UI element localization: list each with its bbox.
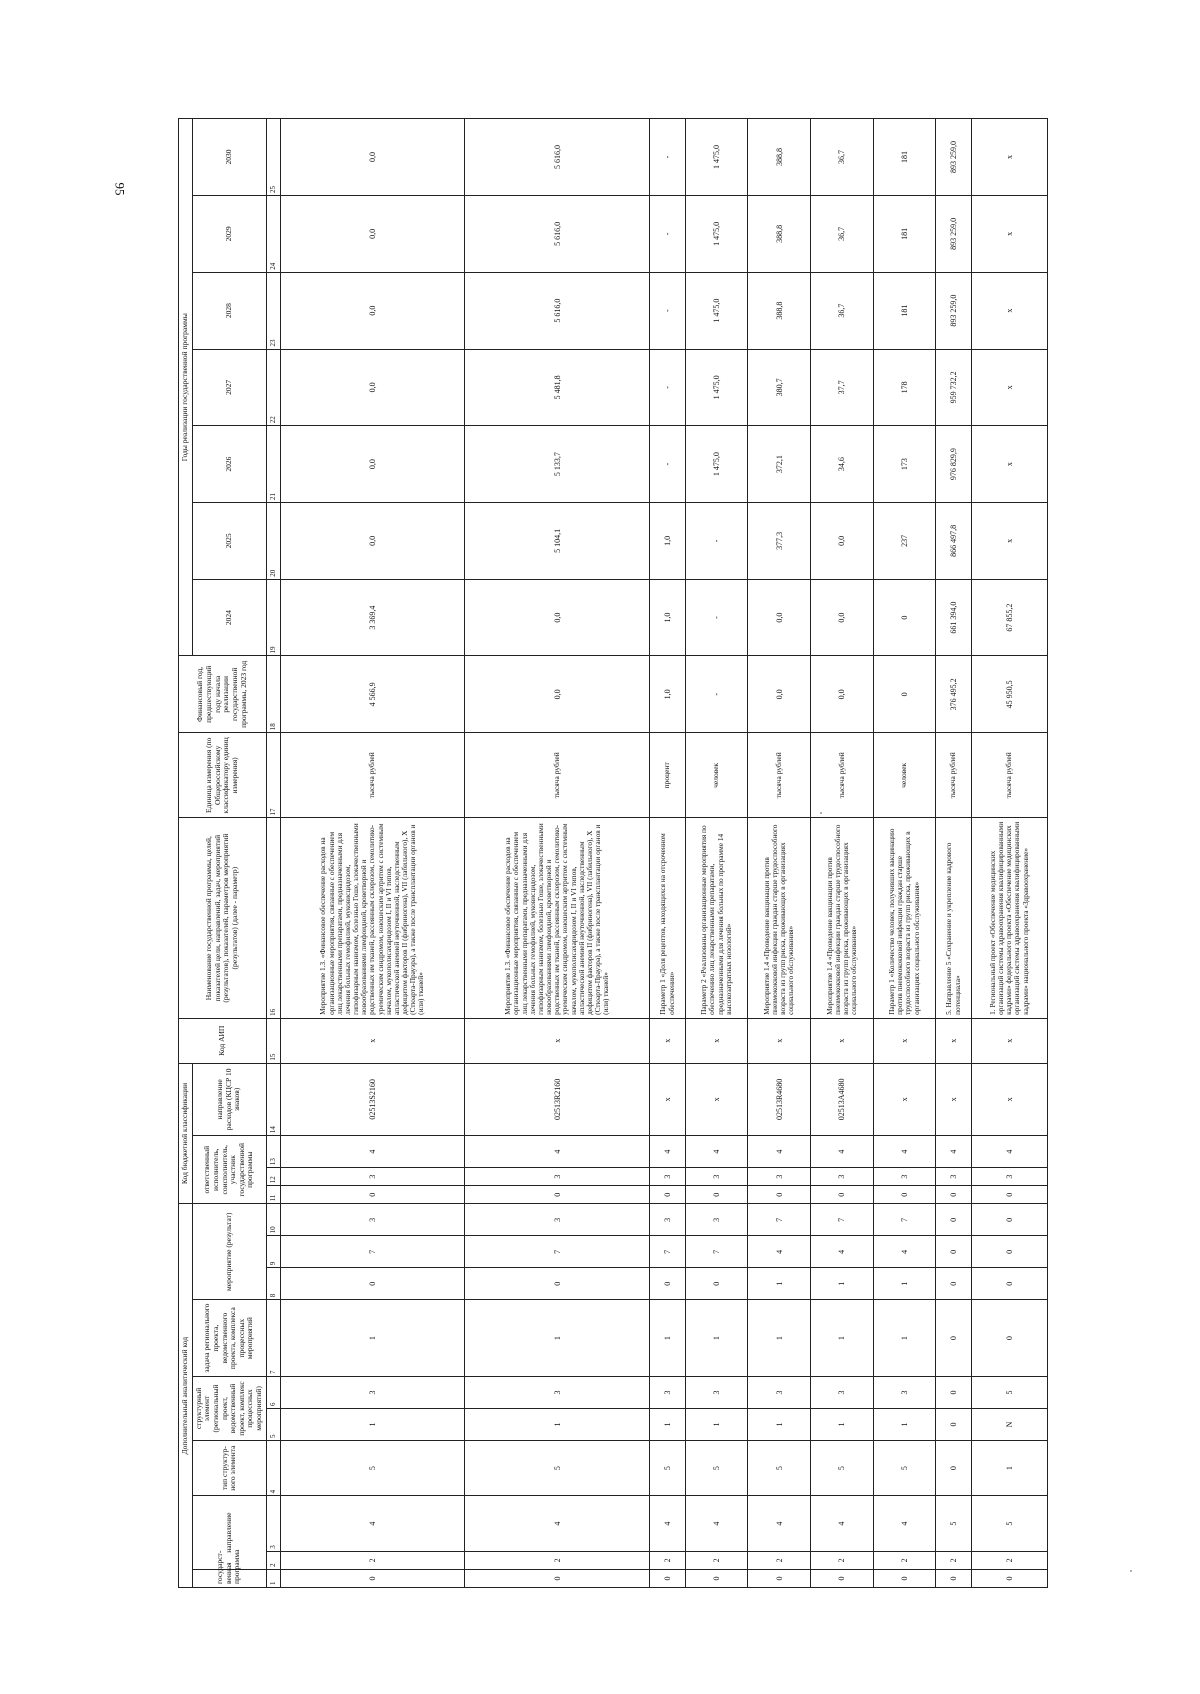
header-type: тип структур-ного элемента bbox=[192, 1440, 266, 1495]
column-number: 23 bbox=[266, 272, 280, 349]
code-cell: 0 bbox=[811, 1186, 874, 1204]
aip-cell: х bbox=[465, 1018, 650, 1063]
unit-cell: тысяча рублей bbox=[971, 733, 1047, 818]
year-value-cell: 0,0 bbox=[280, 349, 465, 426]
code-cell: 3 bbox=[971, 1168, 1047, 1186]
year-value-cell: - bbox=[685, 502, 748, 579]
column-number: 13 bbox=[266, 1136, 280, 1168]
table-row bbox=[685, 119, 748, 1588]
year-value-cell: 0,0 bbox=[811, 502, 874, 579]
year-value-cell: х bbox=[971, 426, 1047, 503]
name-cell: 1. Региональный проект «Обеспечение медицинских организаций системы здравоохранения квалифицированными кадрами» федерального проекта «Обеспечение медицинских организаций системы здравоохранения квалифицированными кадрами» национального проекта «Здравоохранение» bbox=[971, 818, 1047, 1018]
code-cell: 5 bbox=[465, 1440, 650, 1495]
code-cell: 4 bbox=[748, 1136, 811, 1168]
code-cell: 3 bbox=[811, 1168, 874, 1186]
base-year-cell: 45 950,5 bbox=[971, 656, 1047, 733]
name-cell: Параметр 1 «Доля рецептов, находящихся на отсроченном обеспечении» bbox=[650, 818, 685, 1018]
code-cell: 0 bbox=[685, 1268, 748, 1300]
year-value-cell: 5 481,8 bbox=[465, 349, 650, 426]
year-value-cell: 5 616,0 bbox=[465, 272, 650, 349]
code-cell: 0 bbox=[971, 1236, 1047, 1268]
code-cell: 1 bbox=[280, 1408, 465, 1440]
column-number: 9 bbox=[266, 1236, 280, 1268]
year-value-cell: - bbox=[685, 579, 748, 656]
year-value-cell: 237 bbox=[873, 502, 936, 579]
column-number: 25 bbox=[266, 119, 280, 196]
year-value-cell: 181 bbox=[873, 272, 936, 349]
name-cell: Параметр 1 «Количество человек, получивших вакцинацию против пневмококковой инфекции граждан старше трудоспособного возраста из групп риска, проживающих в организациях социального обслуживания» bbox=[873, 818, 936, 1018]
code-cell: 0 bbox=[650, 1569, 685, 1587]
header-year-2026: 2026 bbox=[192, 426, 266, 503]
column-number: 16 bbox=[266, 818, 280, 1018]
header-years-group: Годы реализации государственной программы bbox=[179, 119, 193, 656]
year-value-cell: - bbox=[650, 196, 685, 273]
table-row bbox=[465, 119, 650, 1588]
header-year-2028: 2028 bbox=[192, 272, 266, 349]
column-number: 2 bbox=[266, 1551, 280, 1569]
code-cell: 0 bbox=[873, 1569, 936, 1587]
program-table bbox=[178, 118, 1048, 1588]
unit-cell: человек bbox=[685, 733, 748, 818]
column-number: 7 bbox=[266, 1300, 280, 1377]
year-value-cell: 976 829,9 bbox=[936, 426, 971, 503]
base-year-cell: 0,0 bbox=[811, 656, 874, 733]
year-value-cell: 1 475,0 bbox=[685, 426, 748, 503]
code-cell: 2 bbox=[748, 1551, 811, 1569]
code-cell: 3 bbox=[873, 1377, 936, 1409]
year-value-cell: 0,0 bbox=[811, 579, 874, 656]
code-cell: 2 bbox=[280, 1551, 465, 1569]
code-cell: 4 bbox=[971, 1136, 1047, 1168]
code-cell: 1 bbox=[873, 1268, 936, 1300]
code-cell: 2 bbox=[936, 1551, 971, 1569]
column-number: 24 bbox=[266, 196, 280, 273]
year-value-cell: 36,7 bbox=[811, 119, 874, 196]
code-cell: 2 bbox=[873, 1551, 936, 1569]
column-number: 10 bbox=[266, 1204, 280, 1236]
code-cell: 0 bbox=[936, 1300, 971, 1377]
code-cell: 3 bbox=[650, 1204, 685, 1236]
column-number: 15 bbox=[266, 1018, 280, 1063]
code-cell: 0 bbox=[280, 1569, 465, 1587]
table-row bbox=[811, 119, 874, 1588]
header-event: мероприятие (результат) bbox=[192, 1204, 266, 1300]
code-cell: 4 bbox=[280, 1136, 465, 1168]
code-cell: 7 bbox=[873, 1204, 936, 1236]
code-cell: 1 bbox=[748, 1408, 811, 1440]
code-cell: 4 bbox=[685, 1136, 748, 1168]
code-cell: 0 bbox=[971, 1204, 1047, 1236]
year-value-cell: 67 855,2 bbox=[971, 579, 1047, 656]
header-task: задача регионального проекта, ведомственного проекта, комплекса процессных мероприятий bbox=[192, 1300, 266, 1377]
year-value-cell: 893 259,0 bbox=[936, 196, 971, 273]
header-year-2030: 2030 bbox=[192, 119, 266, 196]
column-number: 22 bbox=[266, 349, 280, 426]
table-header bbox=[179, 119, 281, 1588]
code-cell: 4 bbox=[811, 1236, 874, 1268]
year-value-cell: 1,0 bbox=[650, 579, 685, 656]
year-value-cell: 0,0 bbox=[280, 272, 465, 349]
header-year-2025: 2025 bbox=[192, 502, 266, 579]
code-cell: 4 bbox=[936, 1136, 971, 1168]
base-year-cell: 0,0 bbox=[748, 656, 811, 733]
name-cell: Мероприятие 1.4 «Проведение вакцинации против пневмококковой инфекции граждан старше трудоспособного возраста из групп риска, проживающих в организациях социального обслуживания» bbox=[748, 818, 811, 1018]
code-cell: 3 bbox=[280, 1168, 465, 1186]
header-year-2029: 2029 bbox=[192, 196, 266, 273]
code-cell: 7 bbox=[465, 1236, 650, 1268]
code-cell: 3 bbox=[465, 1204, 650, 1236]
column-number: 6 bbox=[266, 1377, 280, 1409]
code-cell: 1 bbox=[650, 1300, 685, 1377]
rotated-table-container bbox=[178, 141, 1048, 1588]
year-value-cell: 0,0 bbox=[280, 119, 465, 196]
header-program: государст-венная программа bbox=[192, 1569, 266, 1587]
code-cell: 4 bbox=[748, 1496, 811, 1551]
year-value-cell: 5 133,7 bbox=[465, 426, 650, 503]
base-year-cell: 0,0 bbox=[465, 656, 650, 733]
year-value-cell: 661 394,0 bbox=[936, 579, 971, 656]
code-cell: 0 bbox=[936, 1569, 971, 1587]
code-cell: 1 bbox=[685, 1408, 748, 1440]
column-number: 1 bbox=[266, 1569, 280, 1587]
aip-cell: х bbox=[748, 1018, 811, 1063]
unit-cell: тысяча рублей bbox=[280, 733, 465, 818]
unit-cell: тысяча рублей bbox=[748, 733, 811, 818]
year-value-cell: 0,0 bbox=[280, 426, 465, 503]
scan-speck bbox=[820, 812, 822, 814]
year-value-cell: - bbox=[650, 426, 685, 503]
code-cell: 4 bbox=[811, 1496, 874, 1551]
year-value-cell: 37,7 bbox=[811, 349, 874, 426]
code-cell: 0 bbox=[936, 1186, 971, 1204]
code-cell: 3 bbox=[685, 1168, 748, 1186]
code-cell: 5 bbox=[280, 1440, 465, 1495]
code-cell: 5 bbox=[811, 1440, 874, 1495]
code-cell: 2 bbox=[811, 1551, 874, 1569]
name-cell: Параметр 2 «Реализованы организационные мероприятия по обеспечению лиц лекарственными препаратами, предназначенными для лечения больных по программе 14 высокозатратных нозологий» bbox=[685, 818, 748, 1018]
code-cell: 3 bbox=[280, 1204, 465, 1236]
code-cell: 3 bbox=[685, 1377, 748, 1409]
header-budget-code: Код бюджетной классификации bbox=[179, 1063, 193, 1204]
code-cell: 0 bbox=[685, 1186, 748, 1204]
code-cell: 1 bbox=[465, 1300, 650, 1377]
code-cell: 3 bbox=[685, 1204, 748, 1236]
code-cell: 2 bbox=[685, 1551, 748, 1569]
code-cell: 0 bbox=[936, 1440, 971, 1495]
table-row bbox=[748, 119, 811, 1588]
year-value-cell: х bbox=[971, 119, 1047, 196]
year-value-cell: 388,8 bbox=[748, 272, 811, 349]
code-cell: 1 bbox=[748, 1268, 811, 1300]
year-value-cell: 5 616,0 bbox=[465, 196, 650, 273]
year-value-cell: 5 616,0 bbox=[465, 119, 650, 196]
code-cell: 3 bbox=[650, 1168, 685, 1186]
header-year-2024: 2024 bbox=[192, 579, 266, 656]
year-value-cell: 181 bbox=[873, 119, 936, 196]
code-cell: 0 bbox=[936, 1377, 971, 1409]
year-value-cell: - bbox=[650, 119, 685, 196]
code-cell: 5 bbox=[685, 1440, 748, 1495]
header-executor: ответственный исполнитель, соисполнитель, участник государственной программы bbox=[192, 1136, 266, 1204]
kcsr-cell: х bbox=[936, 1063, 971, 1136]
unit-cell: человек bbox=[873, 733, 936, 818]
aip-cell: х bbox=[936, 1018, 971, 1063]
code-cell: 3 bbox=[748, 1168, 811, 1186]
table-row bbox=[936, 119, 971, 1588]
kcsr-cell: х bbox=[685, 1063, 748, 1136]
year-value-cell: 388,8 bbox=[748, 119, 811, 196]
year-value-cell: 3 369,4 bbox=[280, 579, 465, 656]
year-value-cell: 1 475,0 bbox=[685, 196, 748, 273]
code-cell: 0 bbox=[873, 1186, 936, 1204]
code-cell: 1 bbox=[650, 1408, 685, 1440]
code-cell: 0 bbox=[936, 1236, 971, 1268]
year-value-cell: 178 bbox=[873, 349, 936, 426]
aip-cell: х bbox=[685, 1018, 748, 1063]
year-value-cell: 959 732,2 bbox=[936, 349, 971, 426]
year-value-cell: х bbox=[971, 502, 1047, 579]
header-base-year: Финансовый год, предшествующий году начала реализации государственной программы, 2023 год bbox=[179, 656, 267, 733]
year-value-cell: 173 bbox=[873, 426, 936, 503]
kcsr-cell: 02513А4680 bbox=[811, 1063, 874, 1136]
year-value-cell: 893 259,0 bbox=[936, 119, 971, 196]
column-numbers-row bbox=[266, 119, 280, 1588]
column-number: 14 bbox=[266, 1063, 280, 1136]
column-number: 3 bbox=[266, 1496, 280, 1551]
year-value-cell: 893 259,0 bbox=[936, 272, 971, 349]
base-year-cell: 0 bbox=[873, 656, 936, 733]
code-cell: 0 bbox=[971, 1300, 1047, 1377]
name-cell: Мероприятие 1.3. «Финансовое обеспечение расходов на организационные мероприятия, связанные с обеспечением лиц лекарственными препаратами, предназначенными для лечения больных гемофилией, муковисцидозом, гипофизарным нанизмом, болезнью Гоше, злокачественными новообразованиями лимфоидной, кроветворной и родственных им тканей, рассеянным склерозом, гемолитико-уремическим синдромом, юношеским артритом с системным началом, мукополисахаридозом I, II и VI типов, апластической анемией неуточненной, наследственным дефицитом факторов II (фибриногена), VII (лабильного), X (Стюарта-Прауэра), а также после трансплантации органов и (или) тканей» bbox=[465, 818, 650, 1018]
code-cell: 2 bbox=[465, 1551, 650, 1569]
code-cell: 4 bbox=[873, 1496, 936, 1551]
column-number: 20 bbox=[266, 502, 280, 579]
code-cell: 5 bbox=[650, 1440, 685, 1495]
aip-cell: х bbox=[280, 1018, 465, 1063]
column-number: 21 bbox=[266, 426, 280, 503]
unit-cell: процент bbox=[650, 733, 685, 818]
code-cell: 4 bbox=[685, 1496, 748, 1551]
column-number: 18 bbox=[266, 656, 280, 733]
column-number: 5 bbox=[266, 1408, 280, 1440]
kcsr-cell: 02513S2160 bbox=[280, 1063, 465, 1136]
year-value-cell: 380,7 bbox=[748, 349, 811, 426]
code-cell: 4 bbox=[465, 1136, 650, 1168]
year-value-cell: 181 bbox=[873, 196, 936, 273]
aip-cell: х bbox=[971, 1018, 1047, 1063]
year-value-cell: 1 475,0 bbox=[685, 272, 748, 349]
code-cell: 5 bbox=[971, 1377, 1047, 1409]
code-cell: 1 bbox=[748, 1300, 811, 1377]
code-cell: 4 bbox=[873, 1136, 936, 1168]
code-cell: 0 bbox=[748, 1569, 811, 1587]
code-cell: 1 bbox=[685, 1300, 748, 1377]
table-row bbox=[280, 119, 465, 1588]
base-year-cell: 376 495,2 bbox=[936, 656, 971, 733]
code-cell: 4 bbox=[280, 1496, 465, 1551]
code-cell: 5 bbox=[971, 1496, 1047, 1551]
code-cell: 1 bbox=[811, 1408, 874, 1440]
code-cell: 2 bbox=[650, 1551, 685, 1569]
year-value-cell: 36,7 bbox=[811, 272, 874, 349]
code-cell: 3 bbox=[465, 1168, 650, 1186]
year-value-cell: 36,7 bbox=[811, 196, 874, 273]
name-cell: Мероприятие 1.3. «Финансовое обеспечение расходов на организационные мероприятия, связанные с обеспечением лиц лекарственными препаратами, предназначенными для лечения больных гемофилией, муковисцидозом, гипофизарным нанизмом, болезнью Гоше, злокачественными новообразованиями лимфоидной, кроветворной и родственных им тканей, рассеянным склерозом, гемолитико-уремическим синдромом, юношеским артритом с системным началом, мукополисахаридозом I, II и VI типов, апластической анемией неуточненной, наследственным дефицитом факторов II (фибриногена), VII (лабильного), X (Стюарта-Прауэра), а также после трансплантации органов и (или) тканей» bbox=[280, 818, 465, 1018]
code-cell: 3 bbox=[650, 1377, 685, 1409]
aip-cell: х bbox=[650, 1018, 685, 1063]
code-cell: 3 bbox=[811, 1377, 874, 1409]
code-cell: 0 bbox=[748, 1186, 811, 1204]
kcsr-cell: х bbox=[873, 1063, 936, 1136]
column-number: 17 bbox=[266, 733, 280, 818]
header-element: структурный элемент (региональный проект, ведомственный проект, комплекс процессных мероприятий) bbox=[192, 1377, 266, 1441]
base-year-cell: - bbox=[685, 656, 748, 733]
code-cell: N bbox=[971, 1408, 1047, 1440]
code-cell: 3 bbox=[748, 1377, 811, 1409]
kcsr-cell: 02513R4680 bbox=[748, 1063, 811, 1136]
year-value-cell: 1,0 bbox=[650, 502, 685, 579]
unit-cell: тысяча рублей bbox=[465, 733, 650, 818]
table-row bbox=[971, 119, 1047, 1588]
year-value-cell: 0,0 bbox=[280, 502, 465, 579]
header-direction: направление bbox=[192, 1496, 266, 1570]
code-cell: 4 bbox=[650, 1496, 685, 1551]
code-cell: 1 bbox=[280, 1300, 465, 1377]
code-cell: 0 bbox=[650, 1268, 685, 1300]
code-cell: 0 bbox=[971, 1268, 1047, 1300]
code-cell: 7 bbox=[685, 1236, 748, 1268]
code-cell: 0 bbox=[936, 1268, 971, 1300]
year-value-cell: - bbox=[650, 272, 685, 349]
year-value-cell: 388,8 bbox=[748, 196, 811, 273]
column-number: 12 bbox=[266, 1168, 280, 1186]
code-cell: 5 bbox=[748, 1440, 811, 1495]
year-value-cell: 0,0 bbox=[748, 579, 811, 656]
code-cell: 7 bbox=[280, 1236, 465, 1268]
column-number: 8 bbox=[266, 1268, 280, 1300]
year-value-cell: 372,1 bbox=[748, 426, 811, 503]
code-cell: 0 bbox=[971, 1186, 1047, 1204]
code-cell: 3 bbox=[465, 1377, 650, 1409]
code-cell: 1 bbox=[811, 1268, 874, 1300]
year-value-cell: х bbox=[971, 349, 1047, 426]
code-cell: 4 bbox=[650, 1136, 685, 1168]
code-cell: 0 bbox=[650, 1186, 685, 1204]
kcsr-cell: х bbox=[971, 1063, 1047, 1136]
code-cell: 0 bbox=[685, 1569, 748, 1587]
table-body bbox=[280, 119, 1047, 1588]
code-cell: 1 bbox=[971, 1440, 1047, 1495]
year-value-cell: 1 475,0 bbox=[685, 119, 748, 196]
unit-cell: тысяча рублей bbox=[811, 733, 874, 818]
code-cell: 0 bbox=[280, 1186, 465, 1204]
code-cell: 7 bbox=[748, 1204, 811, 1236]
code-cell: 0 bbox=[811, 1569, 874, 1587]
base-year-cell: 4 566,9 bbox=[280, 656, 465, 733]
column-number: 11 bbox=[266, 1186, 280, 1204]
code-cell: 3 bbox=[280, 1377, 465, 1409]
year-value-cell: 0,0 bbox=[280, 196, 465, 273]
aip-cell: х bbox=[873, 1018, 936, 1063]
code-cell: 0 bbox=[465, 1569, 650, 1587]
code-cell: 3 bbox=[936, 1168, 971, 1186]
code-cell: 4 bbox=[465, 1496, 650, 1551]
year-value-cell: х bbox=[971, 272, 1047, 349]
scan-speck bbox=[1130, 1570, 1132, 1572]
kcsr-cell: 02513R2160 bbox=[465, 1063, 650, 1136]
aip-cell: х bbox=[811, 1018, 874, 1063]
code-cell: 4 bbox=[873, 1236, 936, 1268]
header-additional-code: Дополнительный аналитический код bbox=[179, 1204, 193, 1588]
code-cell: 0 bbox=[936, 1204, 971, 1236]
code-cell: 4 bbox=[748, 1236, 811, 1268]
header-year-2027: 2027 bbox=[192, 349, 266, 426]
code-cell: 0 bbox=[465, 1186, 650, 1204]
code-cell: 0 bbox=[971, 1569, 1047, 1587]
code-cell: 7 bbox=[650, 1236, 685, 1268]
kcsr-cell: х bbox=[650, 1063, 685, 1136]
column-number: 4 bbox=[266, 1440, 280, 1495]
code-cell: 0 bbox=[280, 1268, 465, 1300]
year-value-cell: 377,3 bbox=[748, 502, 811, 579]
year-value-cell: 0 bbox=[873, 579, 936, 656]
unit-cell: тысяча рублей bbox=[936, 733, 971, 818]
header-aip: Код АИП bbox=[179, 1018, 267, 1063]
table-row bbox=[873, 119, 936, 1588]
name-cell: Мероприятие 1.4 «Проведение вакцинации против пневмококковой инфекции граждан старше трудоспособного возраста из групп риска, проживающих в организациях социального обслуживания» bbox=[811, 818, 874, 1018]
year-value-cell: х bbox=[971, 196, 1047, 273]
code-cell: 1 bbox=[873, 1408, 936, 1440]
code-cell: 1 bbox=[873, 1300, 936, 1377]
code-cell: 3 bbox=[873, 1168, 936, 1186]
year-value-cell: 0,0 bbox=[465, 579, 650, 656]
code-cell: 7 bbox=[811, 1204, 874, 1236]
year-value-cell: 1 475,0 bbox=[685, 349, 748, 426]
year-value-cell: - bbox=[650, 349, 685, 426]
name-cell: 5. Направление 5 «Сохранение и укрепление кадрового потенциала» bbox=[936, 818, 971, 1018]
header-unit: Единица измерения (по Общероссийскому классификатору единиц измерения) bbox=[179, 733, 267, 818]
table-row bbox=[650, 119, 685, 1588]
code-cell: 2 bbox=[971, 1551, 1047, 1569]
code-cell: 4 bbox=[811, 1136, 874, 1168]
year-value-cell: 866 497,8 bbox=[936, 502, 971, 579]
code-cell: 1 bbox=[811, 1300, 874, 1377]
page-number: 95 bbox=[112, 182, 128, 196]
code-cell: 0 bbox=[936, 1408, 971, 1440]
code-cell: 1 bbox=[465, 1408, 650, 1440]
code-cell: 5 bbox=[873, 1440, 936, 1495]
base-year-cell: 1,0 bbox=[650, 656, 685, 733]
year-value-cell: 5 104,1 bbox=[465, 502, 650, 579]
code-cell: 5 bbox=[936, 1496, 971, 1551]
header-name: Наименование государственной программы, целей, показателей цели, направлений, задач, мероприятий (результатов), показателей, параметров мероприятий (результатов) (далее - параметр) bbox=[179, 818, 267, 1018]
header-kcsr: направление расходов (КЦСР 10 знаков) bbox=[192, 1063, 266, 1136]
code-cell: 0 bbox=[465, 1268, 650, 1300]
year-value-cell: 34,6 bbox=[811, 426, 874, 503]
column-number: 19 bbox=[266, 579, 280, 656]
